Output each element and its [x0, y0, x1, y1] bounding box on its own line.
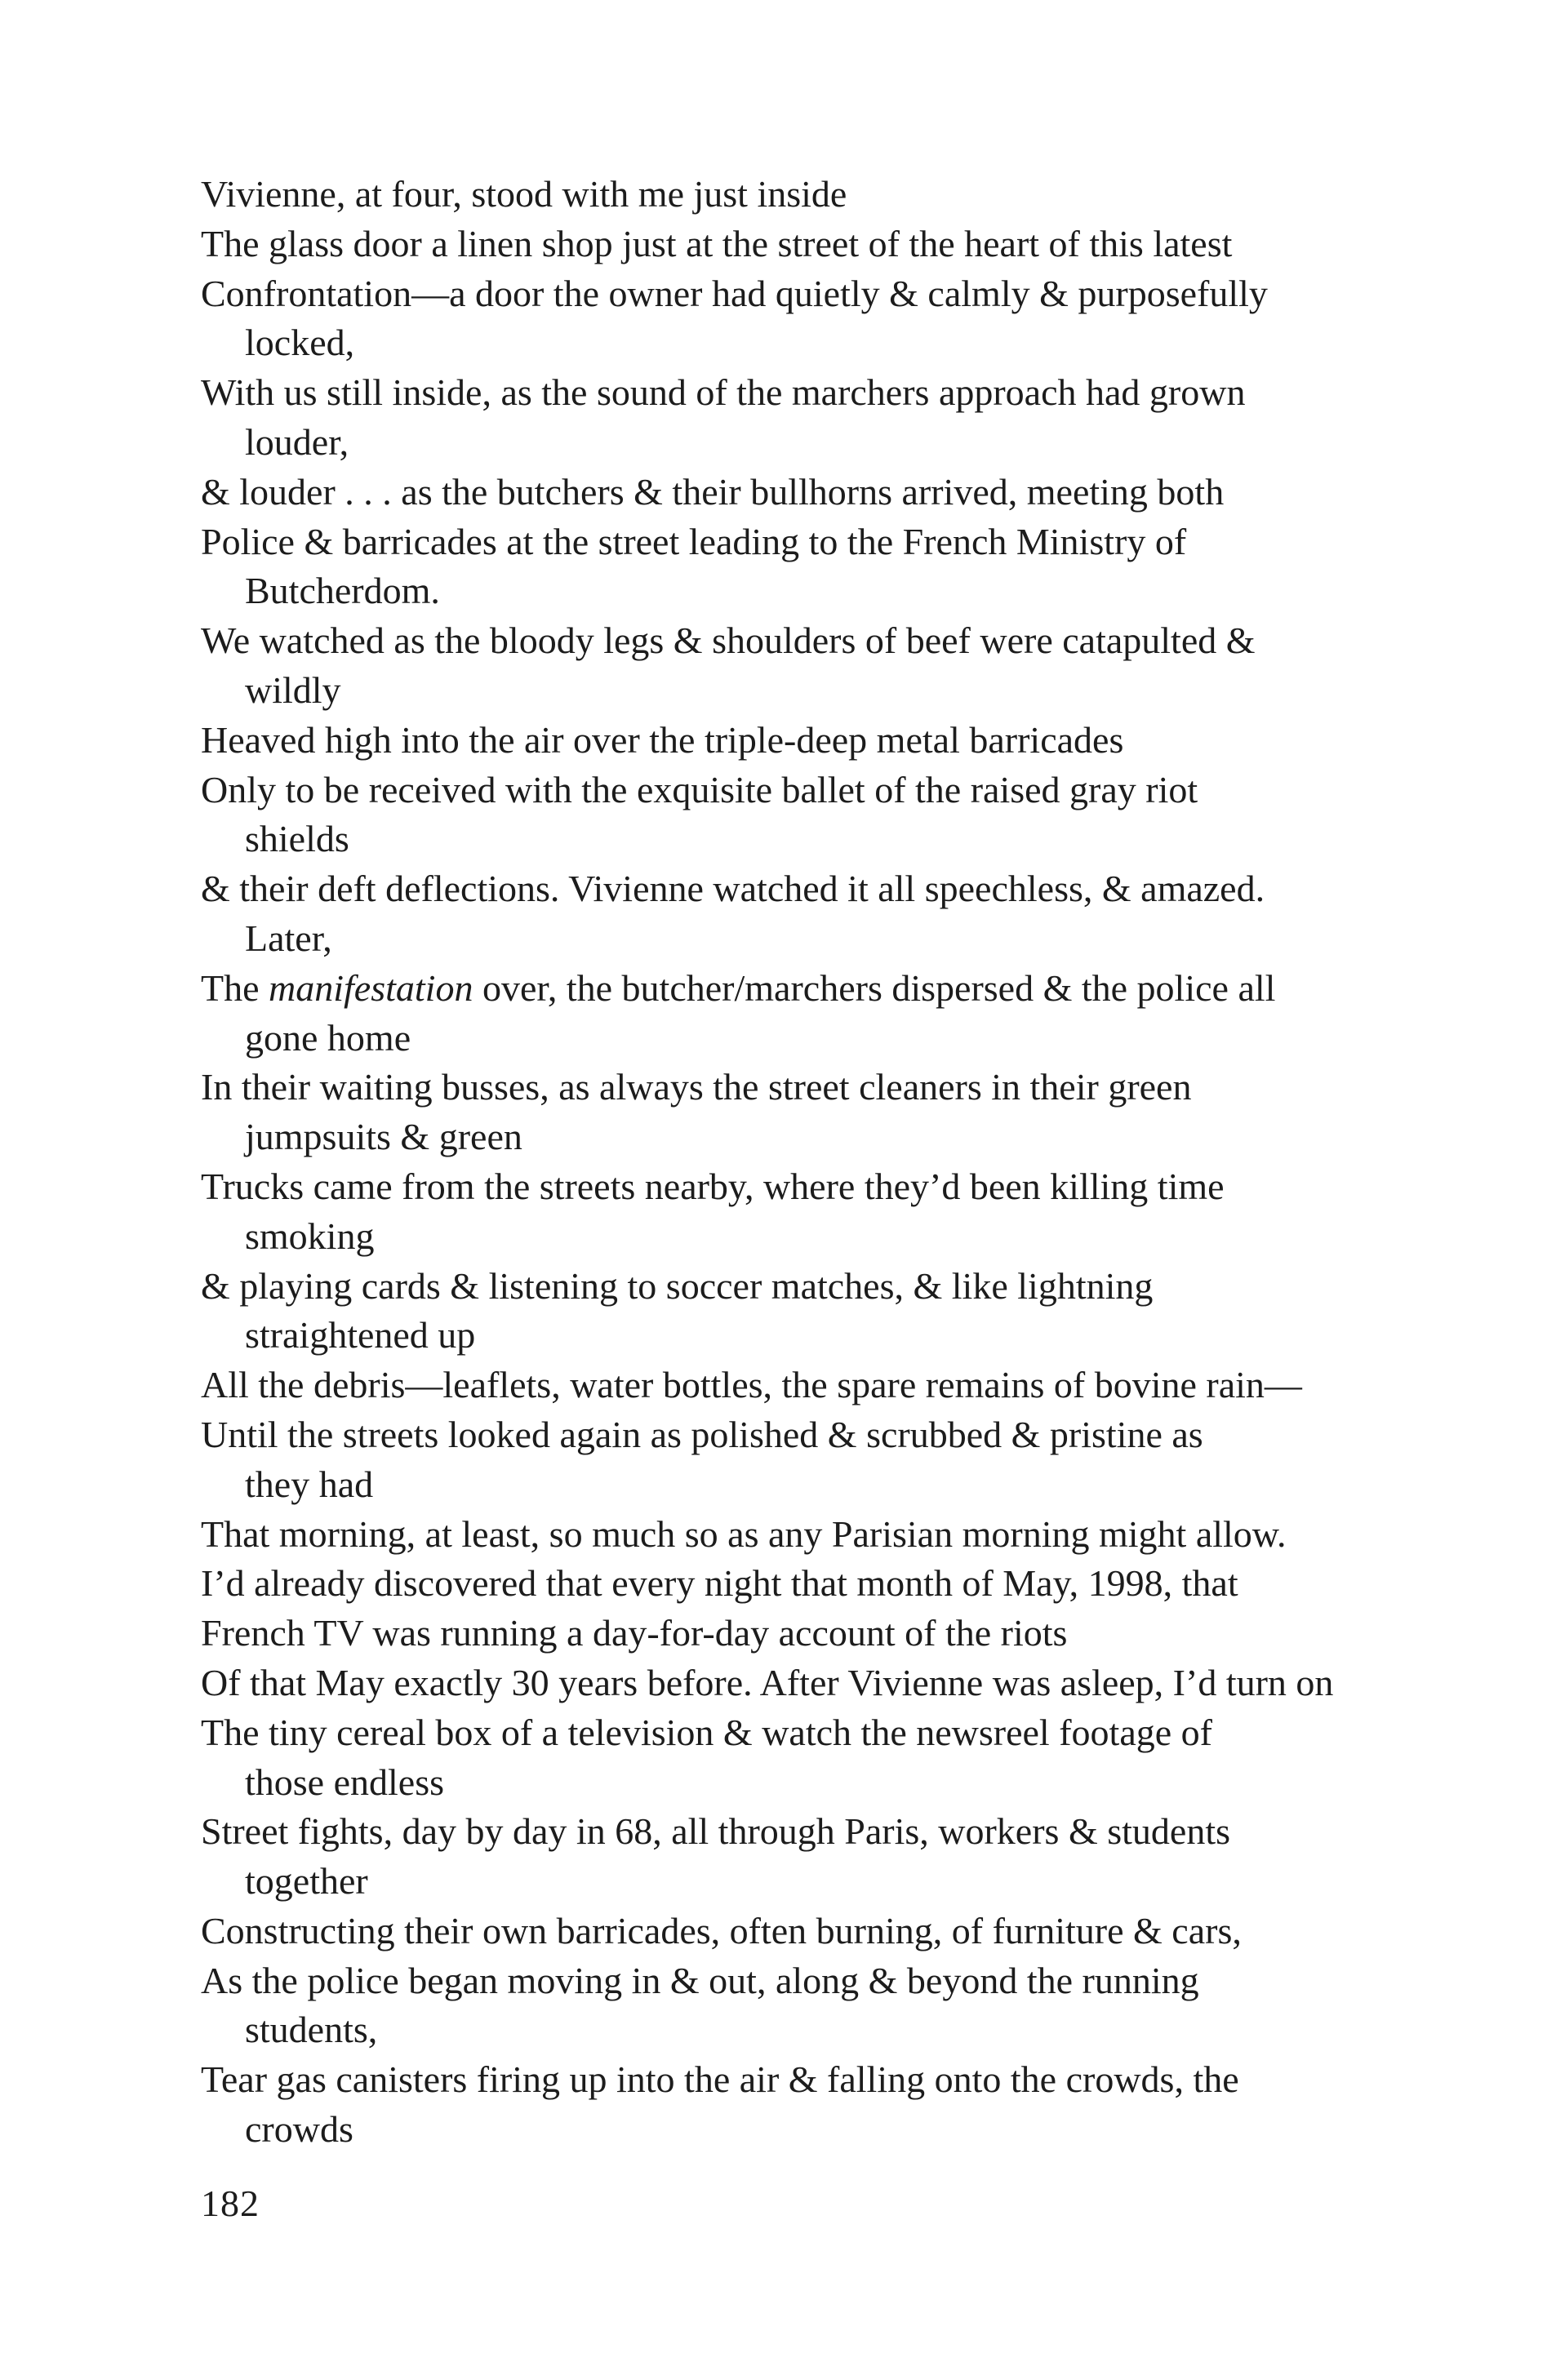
line-text: Tear gas canisters firing up into the air & falling onto the crowds, the [201, 2058, 1239, 2101]
poem-line [201, 1956, 1393, 2056]
poem-line [201, 1262, 1393, 1361]
poem-body [201, 170, 1393, 2155]
line-text: That morning, at least, so much so as any Parisian morning might allow. [201, 1512, 1287, 1555]
poem-line [201, 1559, 1393, 1609]
line-text: All the debris—leaflets, water bottles, the spare remains of bovine rain— [201, 1364, 1302, 1406]
line-text: & their deft deflections. Vivienne watched it all speechless, & amazed. [201, 868, 1265, 910]
line-text: Trucks came from the streets nearby, where they’d been killing time [201, 1165, 1225, 1207]
line-continuation: those endless [245, 1761, 445, 1803]
poem-line [201, 1410, 1393, 1510]
poem-line [201, 1658, 1393, 1708]
line-continuation: louder, [245, 420, 349, 463]
line-continuation: Later, [245, 917, 332, 959]
poem-line [201, 2055, 1393, 2155]
line-text: Police & barricades at the street leading to the French Ministry of [201, 520, 1187, 562]
line-continuation: Butcherdom. [245, 570, 440, 612]
poem-line [201, 368, 1393, 468]
line-continuation: jumpsuits & green [245, 1116, 522, 1158]
line-text-end: over, the butcher/marchers dispersed & the police all [473, 966, 1276, 1009]
line-text: As the police began moving in & out, along & beyond the running [201, 1959, 1199, 2001]
poem-line [201, 1708, 1393, 1808]
line-text: Only to be received with the exquisite ballet of the raised gray riot [201, 768, 1198, 810]
poem-line [201, 1063, 1393, 1162]
poem-line [201, 517, 1393, 617]
line-continuation: crowds [245, 2108, 353, 2151]
poem-line [201, 716, 1393, 766]
line-text: We watched as the bloody legs & shoulders of beef were catapulted & [201, 619, 1256, 662]
poem-line [201, 468, 1393, 517]
poem-line [201, 1162, 1393, 1262]
line-text: The glass door a linen shop just at the street of the heart of this latest [201, 222, 1233, 264]
poem-line [201, 170, 1393, 220]
poem-line [201, 766, 1393, 865]
line-text: Constructing their own barricades, often burning, of furniture & cars, [201, 1909, 1242, 1952]
line-text: I’d already discovered that every night that month of May, 1998, that [201, 1562, 1238, 1605]
line-text: & louder . . . as the butchers & their bullhorns arrived, meeting both [201, 470, 1225, 513]
line-text: French TV was running a day-for-day account of the riots [201, 1612, 1068, 1654]
line-text: & playing cards & listening to soccer matches, & like lightning [201, 1264, 1154, 1307]
poem-line [201, 269, 1393, 369]
line-continuation: locked, [245, 322, 355, 364]
italic-word: manifestation [269, 966, 473, 1009]
line-text-start: The [201, 966, 269, 1009]
line-text: Street fights, day by day in 68, all through Paris, workers & students [201, 1810, 1231, 1853]
line-text: Heaved high into the air over the triple-deep metal barricades [201, 718, 1124, 761]
line-continuation: they had [245, 1463, 374, 1505]
poem-line [201, 220, 1393, 269]
line-text: Of that May exactly 30 years before. After Vivienne was asleep, I’d turn on [201, 1661, 1334, 1703]
line-continuation: gone home [245, 1016, 411, 1059]
page-number: 182 [201, 2182, 260, 2224]
line-text: Confrontation—a door the owner had quietly & calmly & purposefully [201, 272, 1268, 314]
line-text: The tiny cereal box of a television & watch the newsreel footage of [201, 1711, 1212, 1753]
line-continuation: shields [245, 818, 349, 860]
line-continuation: smoking [245, 1214, 375, 1257]
line-text: Vivienne, at four, stood with me just inside [201, 173, 847, 215]
line-continuation: straightened up [245, 1314, 476, 1357]
line-text: In their waiting busses, as always the street cleaners in their green [201, 1066, 1192, 1108]
line-text: With us still inside, as the sound of the marchers approach had grown [201, 371, 1246, 414]
poem-line [201, 1807, 1393, 1907]
poem-line [201, 1361, 1393, 1410]
poem-line [201, 616, 1393, 716]
line-continuation: wildly [245, 668, 341, 711]
line-continuation: students, [245, 2009, 378, 2051]
poem-line [201, 1510, 1393, 1560]
poem-line [201, 864, 1393, 964]
poem-line [201, 1907, 1393, 1956]
poem-line [201, 964, 1393, 1063]
line-continuation: together [245, 1860, 368, 1903]
poem-line [201, 1609, 1393, 1658]
line-text: Until the streets looked again as polished & scrubbed & pristine as [201, 1413, 1203, 1455]
